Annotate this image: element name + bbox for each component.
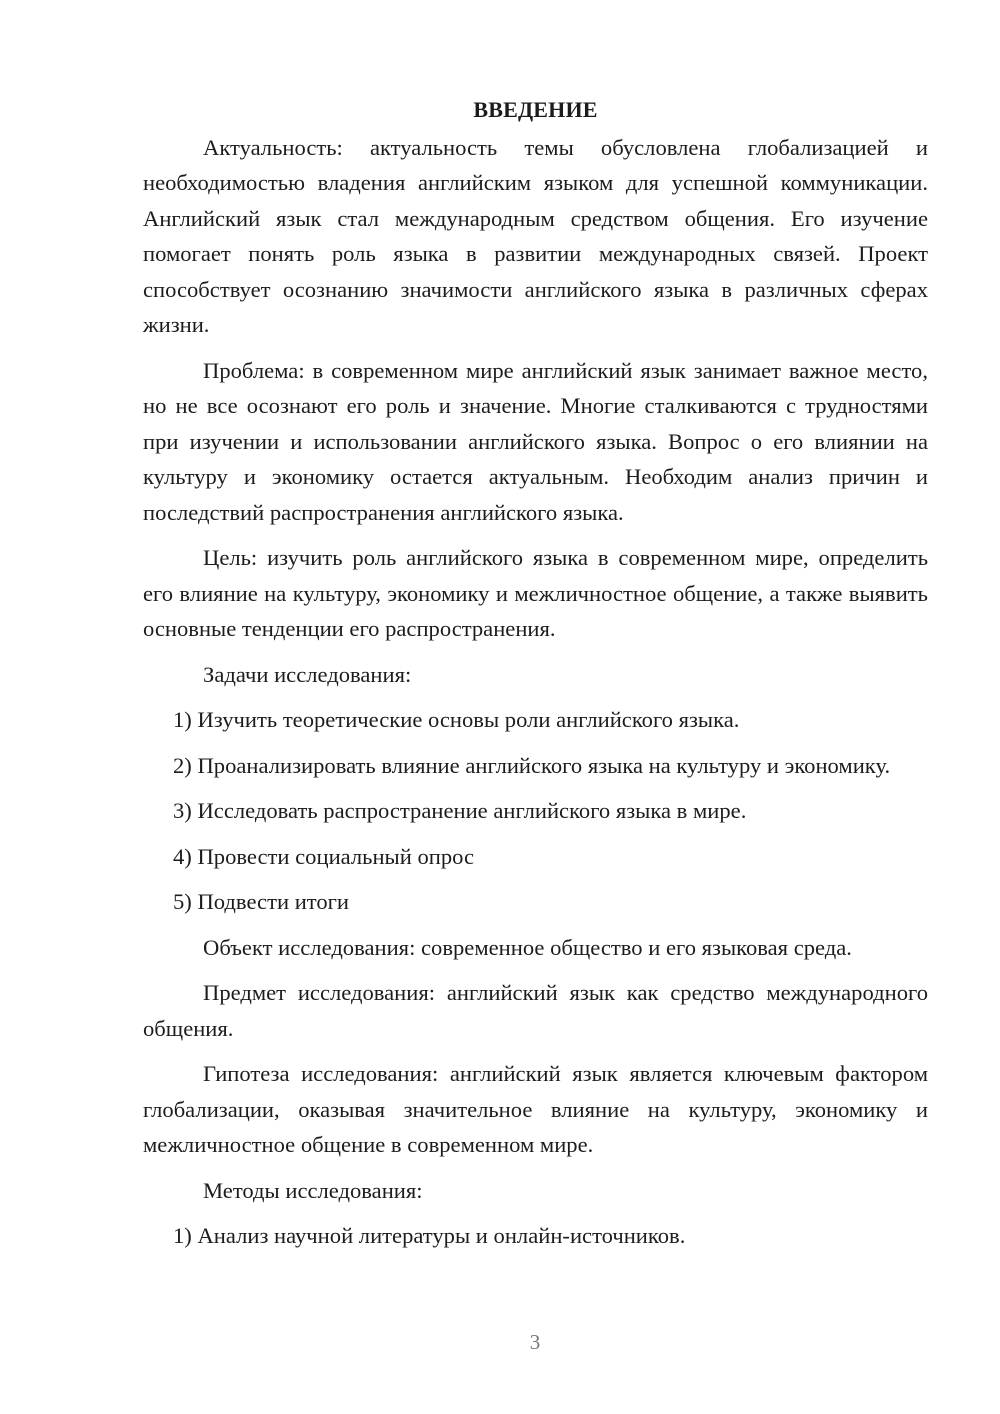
page-content bbox=[143, 92, 928, 1264]
subject-paragraph: Предмет исследования: английский язык как средство международного общения. bbox=[143, 980, 928, 1041]
task-item: 5) Подвести итоги bbox=[173, 889, 350, 914]
relevance-paragraph: Актуальность: актуальность темы обусловлена глобализацией и необходимостью владения английским языком для успешной коммуникации. Английский язык стал международным средством общения. Его изучение помогает понять роль языка в развитии международных связей. Проект способствует осознанию значимости английского языка в различных сферах жизни. bbox=[143, 134, 928, 337]
task-item: 2) Проанализировать влияние английского языка на культуру и экономику. bbox=[173, 752, 891, 778]
task-item: 3) Исследовать распространение английского языка в мире. bbox=[173, 798, 747, 823]
problem-paragraph: Проблема: в современном мире английский язык занимает важное место, но не все осознают его роль и значение. Многие сталкиваются с трудностями при изучении и использовании английского языка. Вопрос о его влиянии на культуру и экономику остается актуальным. Необходим анализ причин и последствий распространения английского языка. bbox=[143, 357, 928, 525]
hypothesis-paragraph: Гипотеза исследования: английский язык является ключевым фактором глобализации, оказывая значительное влияние на культуру, экономику и межличностное общение в современном мире. bbox=[143, 1061, 928, 1157]
object-paragraph: Объект исследования: современное общество и его языковая среда. bbox=[203, 934, 852, 960]
goal-paragraph: Цель: изучить роль английского языка в современном мире, определить его влияние на культуру, экономику и межличностное общение, а также выявить основные тенденции его распространения. bbox=[143, 545, 928, 641]
method-item: 1) Анализ научной литературы и онлайн-источников. bbox=[173, 1223, 686, 1248]
task-item: 4) Провести социальный опрос bbox=[173, 843, 475, 869]
task-item: 1) Изучить теоретические основы роли английского языка. bbox=[173, 707, 740, 732]
tasks-heading: Задачи исследования: bbox=[203, 661, 412, 687]
methods-heading: Методы исследования: bbox=[203, 1177, 423, 1203]
page-number: 3 bbox=[529, 1330, 541, 1354]
section-title: ВВЕДЕНИЕ bbox=[473, 97, 598, 122]
